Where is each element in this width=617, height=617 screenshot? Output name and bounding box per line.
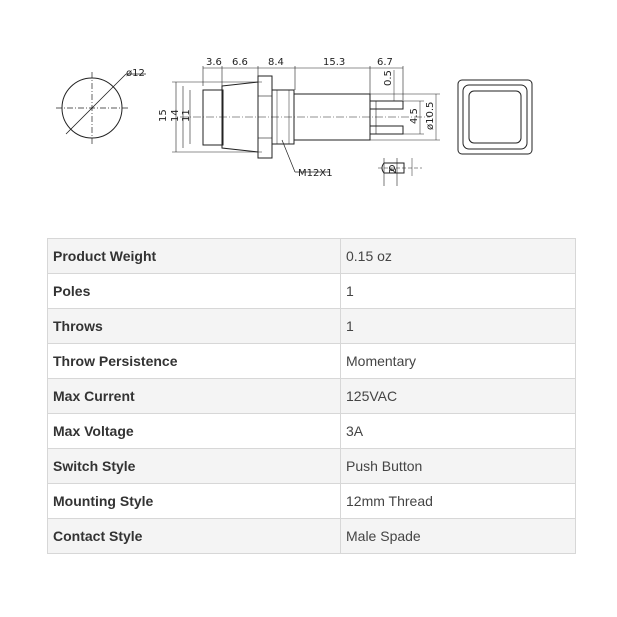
- spec-label: Switch Style: [48, 449, 341, 484]
- side-view: [172, 66, 440, 172]
- tab-label: 2: [388, 167, 399, 174]
- dim-left-2: 14: [170, 109, 181, 122]
- dim-terminal-spacing: 4.5: [409, 108, 420, 124]
- technical-drawing: [0, 0, 617, 225]
- spec-row: [48, 309, 576, 344]
- spec-row: [48, 274, 576, 309]
- dim-left-3: 11: [181, 109, 192, 122]
- spec-label: Mounting Style: [48, 484, 341, 519]
- dim-top-3: 8.4: [268, 57, 284, 68]
- dim-left-1: 15: [158, 109, 169, 122]
- spec-row: [48, 414, 576, 449]
- front-diameter-label: ø12: [126, 68, 145, 79]
- dim-top-1: 3.6: [206, 57, 222, 68]
- spec-row: [48, 344, 576, 379]
- dim-top-2: 6.6: [232, 57, 248, 68]
- dim-top-5: 6.7: [377, 57, 393, 68]
- spec-label: Contact Style: [48, 519, 341, 554]
- spec-value: 0.15 oz: [341, 239, 576, 274]
- spec-value: 3A: [341, 414, 576, 449]
- dim-terminal-gap: 0.5: [383, 70, 394, 86]
- spec-label: Poles: [48, 274, 341, 309]
- spec-row: [48, 379, 576, 414]
- spec-label: Max Voltage: [48, 414, 341, 449]
- spec-value: Momentary: [341, 344, 576, 379]
- spec-value: 1: [341, 309, 576, 344]
- terminal-tab-detail: [378, 158, 422, 186]
- spec-label: Max Current: [48, 379, 341, 414]
- spec-row: [48, 519, 576, 554]
- rear-view: [458, 80, 532, 154]
- spec-value: 125VAC: [341, 379, 576, 414]
- spec-value: 12mm Thread: [341, 484, 576, 519]
- spec-value: Push Button: [341, 449, 576, 484]
- spec-row: [48, 239, 576, 274]
- front-view: [56, 72, 146, 144]
- spec-value: 1: [341, 274, 576, 309]
- spec-row: [48, 449, 576, 484]
- dim-body-diameter: ø10.5: [425, 101, 436, 130]
- spec-table: [47, 238, 576, 554]
- spec-value: Male Spade: [341, 519, 576, 554]
- spec-label: Throw Persistence: [48, 344, 341, 379]
- spec-label: Throws: [48, 309, 341, 344]
- dim-top-4: 15.3: [323, 57, 346, 68]
- spec-label: Product Weight: [48, 239, 341, 274]
- spec-row: [48, 484, 576, 519]
- thread-label: M12X1: [298, 168, 333, 179]
